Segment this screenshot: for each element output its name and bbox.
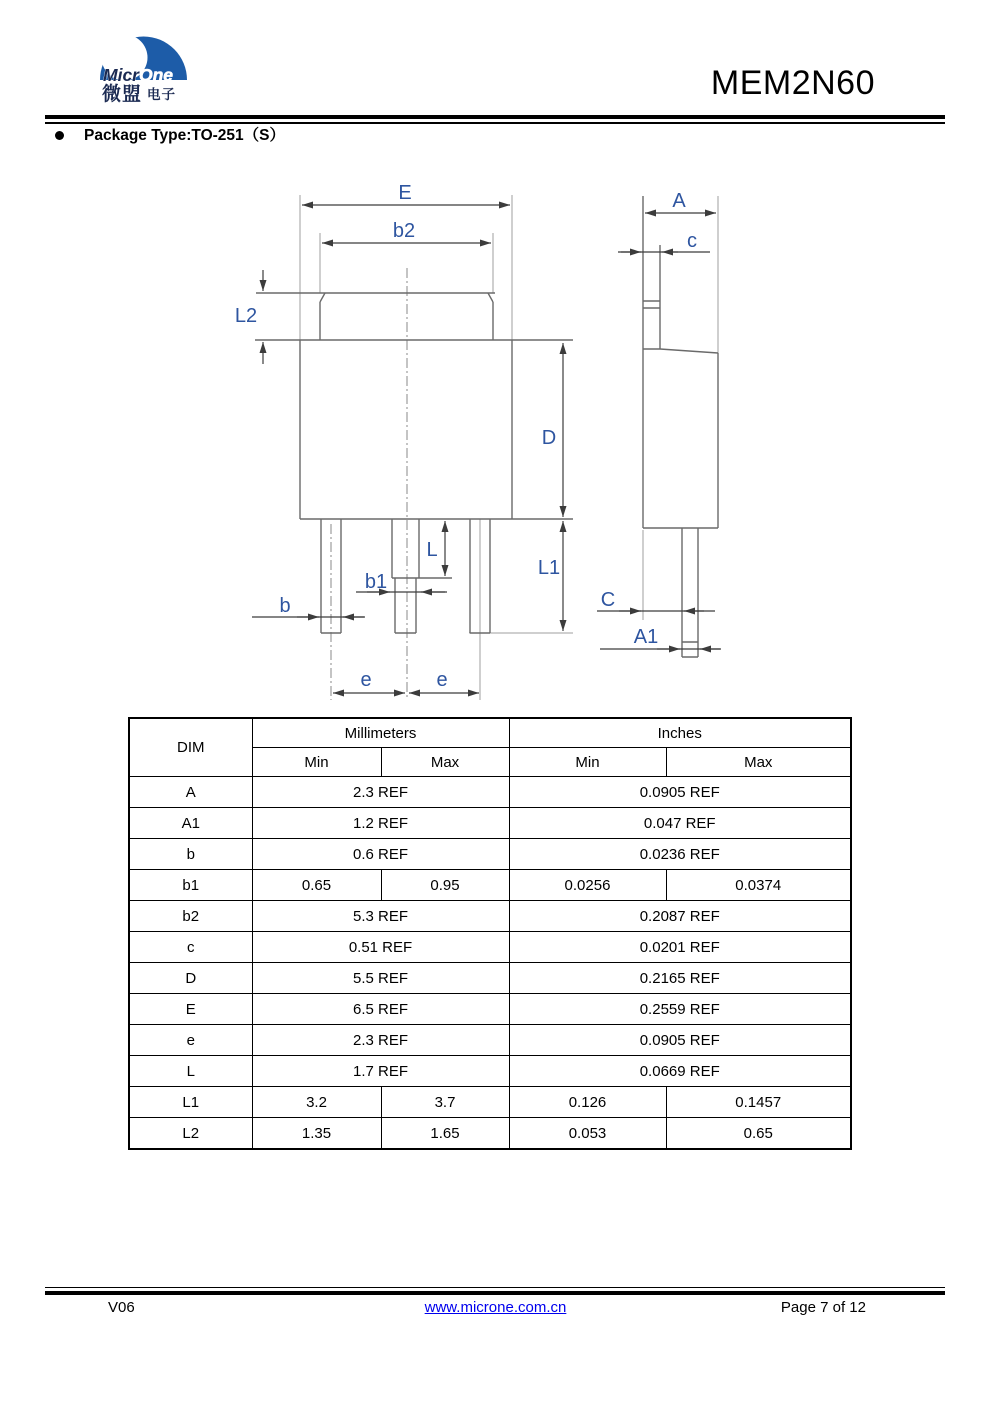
cell-in-max: 0.65 — [666, 1118, 851, 1150]
cell-in-max: 0.1457 — [666, 1087, 851, 1118]
cell-mm-min: 1.35 — [252, 1118, 381, 1150]
cell-in: 0.0905 REF — [509, 777, 851, 808]
cell-mm-min: 0.65 — [252, 870, 381, 901]
col-header-in-max: Max — [666, 748, 851, 777]
package-outline-drawing — [0, 170, 991, 710]
table-row — [129, 777, 851, 808]
table-row — [129, 963, 851, 994]
col-header-mm-min: Min — [252, 748, 381, 777]
logo-wordmark — [103, 65, 173, 85]
cell-mm-max: 3.7 — [381, 1087, 509, 1118]
cell-mm-max: 1.65 — [381, 1118, 509, 1150]
cell-in: 0.2559 REF — [509, 994, 851, 1025]
cell-dim: e — [129, 1025, 252, 1056]
cell-in: 0.0201 REF — [509, 932, 851, 963]
table-row — [129, 1087, 851, 1118]
col-header-mm: Millimeters — [252, 718, 509, 748]
cell-in: 0.2087 REF — [509, 901, 851, 932]
col-header-dim: DIM — [129, 718, 252, 777]
page-number: Page 7 of 12 — [780, 1299, 866, 1316]
dim-label-A1: A1 — [633, 626, 659, 648]
cell-dim: A — [129, 777, 252, 808]
dim-label-e-left: e — [360, 669, 372, 691]
cell-mm-max: 0.95 — [381, 870, 509, 901]
cell-mm: 6.5 REF — [252, 994, 509, 1025]
website-link[interactable]: www.microne.com.cn — [424, 1299, 567, 1316]
cell-mm-min: 3.2 — [252, 1087, 381, 1118]
dim-label-E: E — [398, 182, 412, 204]
table-row — [129, 932, 851, 963]
logo-wordmark-one: One — [138, 65, 174, 85]
cell-dim: c — [129, 932, 252, 963]
cell-dim: D — [129, 963, 252, 994]
cell-dim: b1 — [129, 870, 252, 901]
dim-label-L1: L1 — [537, 557, 561, 579]
footer-rule-thick — [45, 1291, 945, 1295]
footer-rule-thin — [45, 1287, 945, 1288]
logo-cn-main: 微盟 — [102, 84, 143, 105]
microne-logo — [80, 15, 210, 115]
centerlines — [331, 268, 407, 700]
cell-in-min: 0.0256 — [509, 870, 666, 901]
cell-in-max: 0.0374 — [666, 870, 851, 901]
part-number-title: MEM2N60 — [710, 64, 875, 102]
dimension-lines — [252, 205, 721, 693]
table-row — [129, 1118, 851, 1150]
side-view-outline — [643, 196, 718, 657]
dim-label-b1: b1 — [364, 571, 388, 593]
dim-label-C: C — [600, 589, 616, 611]
col-header-in-min: Min — [509, 748, 666, 777]
cell-mm: 5.5 REF — [252, 963, 509, 994]
table-row — [129, 808, 851, 839]
table-row — [129, 839, 851, 870]
cell-mm: 0.51 REF — [252, 932, 509, 963]
cell-dim: b2 — [129, 901, 252, 932]
cell-dim: L2 — [129, 1118, 252, 1150]
cell-mm: 2.3 REF — [252, 1025, 509, 1056]
bullet-icon — [55, 131, 64, 140]
cell-dim: E — [129, 994, 252, 1025]
cell-in: 0.0236 REF — [509, 839, 851, 870]
col-header-in: Inches — [509, 718, 851, 748]
dim-label-b: b — [279, 595, 291, 617]
cell-in-min: 0.053 — [509, 1118, 666, 1150]
table-row — [129, 994, 851, 1025]
table-row — [129, 1056, 851, 1087]
cell-mm: 1.7 REF — [252, 1056, 509, 1087]
cell-dim: L — [129, 1056, 252, 1087]
dim-label-b2: b2 — [392, 220, 416, 242]
version-label: V06 — [108, 1299, 135, 1316]
cell-in: 0.2165 REF — [509, 963, 851, 994]
table-row — [129, 901, 851, 932]
front-view-outline — [255, 293, 573, 633]
cell-in-min: 0.126 — [509, 1087, 666, 1118]
logo-cn-sub: 电子 — [147, 87, 176, 102]
cell-mm: 5.3 REF — [252, 901, 509, 932]
cell-dim: A1 — [129, 808, 252, 839]
cell-mm: 2.3 REF — [252, 777, 509, 808]
dim-label-L: L — [426, 539, 438, 561]
col-header-mm-max: Max — [381, 748, 509, 777]
cell-in: 0.0905 REF — [509, 1025, 851, 1056]
dim-label-c: c — [687, 230, 697, 252]
dim-label-D: D — [541, 427, 557, 449]
table-header-row — [129, 718, 851, 748]
dim-label-A: A — [672, 190, 686, 212]
extension-lines — [300, 195, 718, 700]
logo-wordmark-micr: Micr — [103, 65, 139, 85]
table-row — [129, 870, 851, 901]
package-type-heading: Package Type:TO-251（S） — [84, 127, 286, 144]
cell-dim: L1 — [129, 1087, 252, 1118]
dimensions-table — [128, 717, 852, 1150]
header-rule-thick — [45, 115, 945, 119]
cell-mm: 1.2 REF — [252, 808, 509, 839]
dim-label-L2: L2 — [234, 305, 258, 327]
table-row — [129, 1025, 851, 1056]
cell-dim: b — [129, 839, 252, 870]
dim-label-e-right: e — [436, 669, 448, 691]
cell-mm: 0.6 REF — [252, 839, 509, 870]
cell-in: 0.047 REF — [509, 808, 851, 839]
cell-in: 0.0669 REF — [509, 1056, 851, 1087]
dimension-labels — [235, 182, 697, 691]
